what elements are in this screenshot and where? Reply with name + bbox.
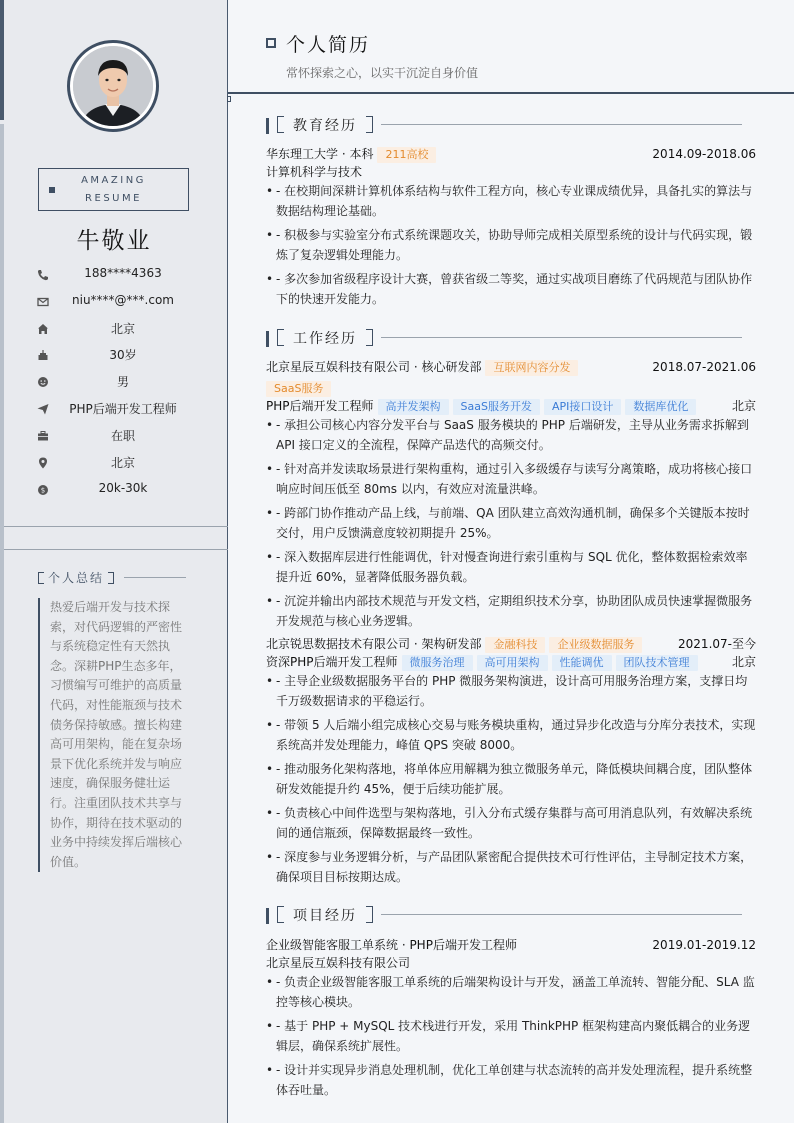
project-bullet: • - 负责企业级智能客服工单系统的后端架构设计与开发，涵盖工单流转、智能分配、SLA 监控等核心模块。 bbox=[266, 972, 756, 1012]
smile-icon bbox=[36, 375, 50, 389]
sidebar-edge bbox=[0, 124, 4, 1123]
info-gender bbox=[36, 372, 196, 392]
job2-bullet: • - 带领 5 人后端小组完成核心交易与账务模块重构，通过异步化改造与分库分表技术，实现系统高并发处理能力，峰值 QPS 突破 8000。 bbox=[266, 715, 756, 755]
job2-tag: 金融科技 bbox=[485, 637, 545, 653]
info-email-text: niu****@***.com bbox=[72, 293, 174, 307]
project-period: 2019.01-2019.12 bbox=[652, 938, 756, 952]
job2-skill: 高可用架构 bbox=[477, 655, 548, 671]
job2-position-row bbox=[266, 653, 756, 671]
info-phone-text: 188****4363 bbox=[84, 266, 162, 280]
sidebar bbox=[0, 0, 228, 1123]
badge-line2: RESUME bbox=[85, 193, 142, 204]
job1-skill: 高并发架构 bbox=[378, 399, 449, 415]
send-icon bbox=[36, 402, 50, 416]
info-city bbox=[36, 453, 196, 473]
info-home bbox=[36, 319, 196, 339]
summary-text: 热爱后端开发与技术探索，对代码逻辑的严密性与系统稳定性有天然执念。深耕PHP生态多年，习惯编写可维护的高质量代码，对性能瓶颈与技术债务保持敏感。擅长构建高可用架构，能在复杂场景下优化系统并发与响应速度，确保服务健壮运行。注重团队技术共享与协作，期待在技术驱动的业务中持续发挥后端核心价值。 bbox=[38, 598, 188, 872]
briefcase-icon bbox=[36, 429, 50, 443]
edu-major: 计算机科学与技术 bbox=[266, 165, 363, 179]
location-pin-icon bbox=[36, 456, 50, 470]
resume-badge bbox=[38, 168, 189, 211]
info-phone bbox=[36, 265, 196, 285]
edu-bullet: • - 多次参加省级程序设计大赛，曾获省级二等奖，通过实战项目磨练了代码规范与团队协作下的快速开发能力。 bbox=[266, 269, 756, 309]
job2-skill: 微服务治理 bbox=[402, 655, 473, 671]
title-square-icon bbox=[266, 38, 276, 48]
section-education-title: 教育经历 bbox=[293, 118, 357, 134]
job2-company: 北京锐思数据技术有限公司 · 架构研发部 bbox=[266, 637, 482, 651]
sidebar-divider-2 bbox=[4, 549, 228, 550]
edu-header bbox=[266, 145, 756, 163]
edu-tag: 211高校 bbox=[377, 147, 436, 163]
job2-position: 资深PHP后端开发工程师 bbox=[266, 655, 398, 669]
job1-tag-row bbox=[266, 379, 756, 397]
job1-company: 北京星辰互娱科技有限公司 · 核心研发部 bbox=[266, 360, 482, 374]
job1-skill: SaaS服务开发 bbox=[453, 399, 540, 415]
sidebar-divider-1 bbox=[4, 526, 228, 527]
project-name: 企业级智能客服工单系统 · PHP后端开发工程师 bbox=[266, 938, 517, 952]
info-age bbox=[36, 345, 196, 365]
header-rule bbox=[228, 92, 794, 94]
job2-tag: 企业级数据服务 bbox=[549, 637, 642, 653]
section-work-title: 工作经历 bbox=[293, 331, 357, 347]
info-salary-text: 20k-30k bbox=[98, 481, 148, 495]
job1-bullet: • - 跨部门协作推动产品上线，与前端、QA 团队建立高效沟通机制，确保多个关键版本按时交付，用户反馈满意度较初期提升 25%。 bbox=[266, 503, 756, 543]
job1-city: 北京 bbox=[731, 399, 756, 413]
info-position-text: PHP后端开发工程师 bbox=[69, 402, 177, 416]
job1-position-row bbox=[266, 397, 756, 415]
edu-bullet: • - 在校期间深耕计算机体系结构与软件工程方向，核心专业课成绩优异，具备扎实的算法与数据结构理论基础。 bbox=[266, 181, 756, 221]
project-bullet: • - 设计并实现异步消息处理机制，优化工单创建与状态流转的高并发处理流程，提升系统整体吞吐量。 bbox=[266, 1060, 756, 1100]
home-icon bbox=[36, 322, 50, 336]
info-home-text: 北京 bbox=[110, 322, 135, 336]
project-header bbox=[266, 936, 756, 954]
job2-skill: 团队技术管理 bbox=[616, 655, 698, 671]
job1-tag: 互联网内容分发 bbox=[485, 360, 578, 376]
project-bullet: • - 基于 PHP + MySQL 技术栈进行开发，采用 ThinkPHP 框架构建高内聚低耦合的业务逻辑层，确保系统扩展性。 bbox=[266, 1016, 756, 1056]
sidebar-edge-accent bbox=[0, 0, 4, 120]
job1-position: PHP后端开发工程师 bbox=[266, 399, 374, 413]
job2-bullet: • - 深度参与业务逻辑分析，与产品团队紧密配合提供技术可行性评估，主导制定技术方案，确保项目目标按期达成。 bbox=[266, 847, 756, 887]
section-project bbox=[266, 906, 756, 926]
info-status-text: 在职 bbox=[110, 429, 135, 443]
job1-bullet: • - 深入数据库层进行性能调优，针对慢查询进行索引重构与 SQL 优化，整体数据检索效率提升近 60%，显著降低服务器负载。 bbox=[266, 547, 756, 587]
info-email bbox=[36, 292, 196, 312]
summary-title: 个人总结 bbox=[48, 571, 105, 585]
avatar-photo bbox=[73, 46, 153, 126]
summary-heading bbox=[38, 569, 114, 586]
job1-bullet: • - 承担公司核心内容分发平台与 SaaS 服务模块的 PHP 后端研发，主导从业务需求拆解到 API 接口定义的全流程，保障产品迭代的高频交付。 bbox=[266, 415, 756, 455]
job1-tag: SaaS服务 bbox=[266, 381, 331, 397]
svg-text:$: $ bbox=[40, 486, 46, 495]
candidate-name: 牛敬业 bbox=[76, 228, 152, 254]
cake-icon bbox=[36, 348, 50, 362]
info-position bbox=[36, 399, 196, 419]
section-education bbox=[266, 116, 756, 136]
badge-square-icon bbox=[49, 187, 55, 193]
job1-skill: 数据库优化 bbox=[625, 399, 696, 415]
money-icon bbox=[36, 483, 50, 497]
job1-period: 2018.07-2021.06 bbox=[652, 360, 756, 374]
edu-period: 2014.09-2018.06 bbox=[652, 147, 756, 161]
job2-period: 2021.07-至今 bbox=[678, 637, 756, 651]
job1-bullet: • - 针对高并发读取场景进行架构重构，通过引入多级缓存与读写分离策略，成功将核心接口响应时间压低至 80ms 以内，有效应对流量洪峰。 bbox=[266, 459, 756, 499]
job1-skill: API接口设计 bbox=[544, 399, 621, 415]
page-subtitle: 常怀探索之心，以实干沉淀自身价值 bbox=[286, 66, 479, 80]
job1-bullet: • - 沉淀并输出内部技术规范与开发文档，定期组织技术分享，协助团队成员快速掌握微服务开发规范与核心业务逻辑。 bbox=[266, 591, 756, 631]
avatar bbox=[67, 40, 159, 132]
section-work bbox=[266, 329, 756, 349]
phone-icon bbox=[36, 268, 50, 282]
edu-bullet: • - 积极参与实验室分布式系统课题攻关，协助导师完成相关原型系统的设计与代码实现，锻炼了复杂逻辑处理能力。 bbox=[266, 225, 756, 265]
job2-skill: 性能调优 bbox=[552, 655, 612, 671]
info-age-text: 30岁 bbox=[109, 348, 137, 362]
summary-heading-line bbox=[124, 577, 186, 578]
job2-city: 北京 bbox=[731, 655, 756, 669]
job2-bullet: • - 主导企业级数据服务平台的 PHP 微服务架构演进，设计高可用服务治理方案，支撑日均千万级数据请求的平稳运行。 bbox=[266, 671, 756, 711]
info-city-text: 北京 bbox=[110, 456, 135, 470]
job2-header bbox=[266, 635, 756, 653]
edu-school: 华东理工大学 · 本科 bbox=[266, 147, 374, 161]
info-status bbox=[36, 426, 196, 446]
job1-header bbox=[266, 358, 756, 376]
badge-line1: AMAZING bbox=[81, 175, 146, 186]
header-corner-mark bbox=[227, 96, 231, 102]
job2-bullet: • - 负责核心中间件选型与架构落地，引入分布式缓存集群与高可用消息队列，有效解决系统间的通信瓶颈，保障数据最终一致性。 bbox=[266, 803, 756, 843]
project-company: 北京星辰互娱科技有限公司 bbox=[266, 956, 411, 970]
info-gender-text: 男 bbox=[116, 375, 129, 389]
mail-icon bbox=[36, 295, 50, 309]
page-title: 个人简历 bbox=[286, 34, 371, 56]
section-project-title: 项目经历 bbox=[293, 908, 357, 924]
job2-bullet: • - 推动服务化架构落地，将单体应用解耦为独立微服务单元，降低模块间耦合度，团队整体研发效能提升约 45%，便于后续功能扩展。 bbox=[266, 759, 756, 799]
info-salary bbox=[36, 480, 196, 500]
